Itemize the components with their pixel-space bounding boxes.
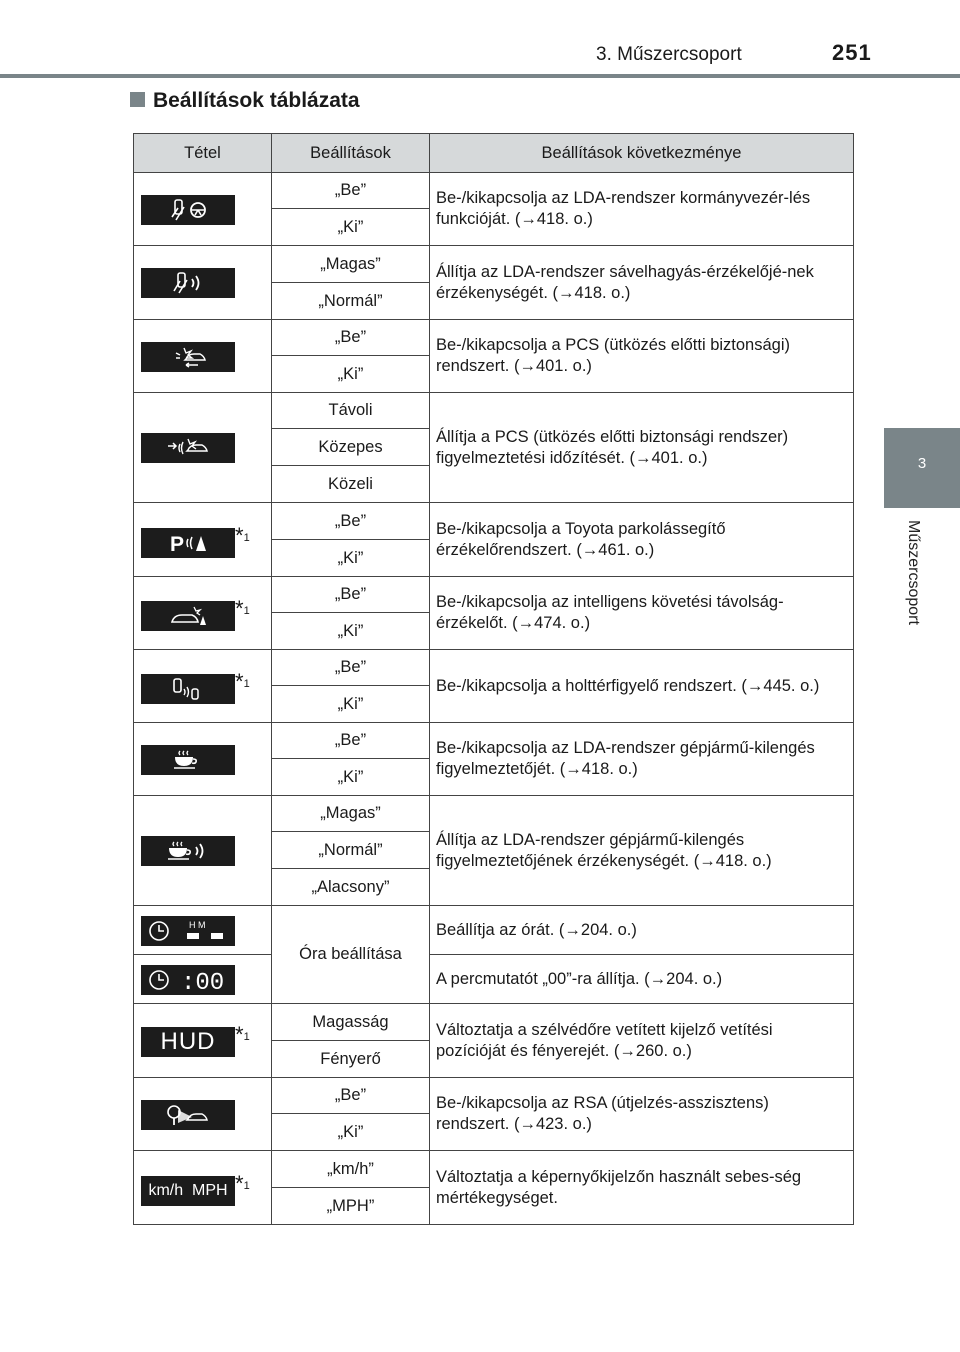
result-cell: Be-/kikapcsolja az LDA-rendszer kormányvezér-lés funkcióját. (→418. o.): [430, 173, 854, 246]
setting-cell: „Be”: [272, 173, 430, 209]
table-row: [134, 906, 854, 955]
result-cell: Be-/kikapcsolja a Toyota parkolássegítő érzékelőrendszert. (→461. o.): [430, 503, 854, 577]
result-cell: Állítja az LDA-rendszer sávelhagyás-érzékelőjé-nek érzékenységét. (→418. o.): [430, 246, 854, 320]
table-row: [134, 796, 854, 832]
setting-cell: „Ki”: [272, 759, 430, 796]
setting-cell: „Alacsony”: [272, 869, 430, 906]
result-cell: Állítja az LDA-rendszer gépjármű-kilengés figyelmeztetőjének érzékenységét. (→418. o.): [430, 796, 854, 906]
setting-cell: „Ki”: [272, 686, 430, 723]
setting-cell: „Be”: [272, 650, 430, 686]
header-settings: Beállítások: [272, 134, 430, 173]
settings-table: [133, 133, 854, 1225]
item-cell: [134, 246, 272, 320]
item-cell: [134, 1004, 272, 1078]
table-row: [134, 577, 854, 613]
clock-hour-icon: [141, 916, 235, 946]
result-cell: Be-/kikapcsolja az intelligens követési távolság-érzékelőt. (→474. o.): [430, 577, 854, 650]
setting-cell: „Be”: [272, 1078, 430, 1114]
lda-steering-icon: [141, 195, 235, 225]
header-rule: [0, 74, 960, 78]
result-cell: Be-/kikapcsolja az LDA-rendszer gépjármű-kilengés figyelmeztetőjét. (→418. o.): [430, 723, 854, 796]
item-cell: [134, 503, 272, 577]
setting-cell: „Normál”: [272, 283, 430, 320]
table-row: [134, 1151, 854, 1188]
table-row: [134, 723, 854, 759]
setting-cell: „Ki”: [272, 209, 430, 246]
setting-cell: „Ki”: [272, 1114, 430, 1151]
table-row: [134, 173, 854, 209]
hud-icon: HUD: [141, 1027, 235, 1057]
result-cell: Beállítja az órát. (→204. o.): [430, 906, 854, 955]
setting-cell: Magasság: [272, 1004, 430, 1041]
header-item: Tétel: [134, 134, 272, 173]
setting-cell: „Ki”: [272, 540, 430, 577]
result-cell: Állítja a PCS (ütközés előtti biztonsági rendszer) figyelmeztetési időzítését. (→401. o.): [430, 393, 854, 503]
result-cell: A percmutatót „00”-ra állítja. (→204. o.): [430, 955, 854, 1004]
clock-digits-label: :00: [181, 970, 225, 993]
table-row: [134, 650, 854, 686]
setting-cell: „Be”: [272, 503, 430, 540]
section-heading: Beállítások táblázata: [130, 89, 360, 113]
table-row: [134, 1004, 854, 1041]
result-cell: Változtatja a képernyőkijelzőn használt sebes-ség mértékegységet.: [430, 1151, 854, 1225]
table-row: [134, 393, 854, 429]
table-row: [134, 955, 854, 1004]
result-cell: Be-/kikapcsolja a holttérfigyelő rendszert. (→445. o.): [430, 650, 854, 723]
setting-cell: Fényerő: [272, 1041, 430, 1078]
item-cell: [134, 1151, 272, 1225]
footnote-star: $*_1$: [235, 1022, 250, 1047]
header-result: Beállítások következménye: [430, 134, 854, 173]
setting-cell: „Be”: [272, 320, 430, 356]
setting-cell: Óra beállítása: [272, 906, 430, 1004]
setting-cell: „km/h”: [272, 1151, 430, 1188]
table-row: [134, 503, 854, 540]
footnote-star: $*_1$: [235, 523, 250, 548]
setting-cell: „Magas”: [272, 246, 430, 283]
table-header-row: [134, 134, 854, 173]
rsa-icon: [141, 1100, 235, 1130]
parking-assist-icon: [141, 528, 235, 558]
item-cell: [134, 906, 272, 955]
svg-text:P: P: [170, 533, 185, 555]
footnote-star: $*_1$: [235, 596, 250, 621]
footnote-star: $*_1$: [235, 1171, 250, 1196]
pcs-icon: [141, 342, 235, 372]
item-cell: [134, 1078, 272, 1151]
units-icon: km/h MPH: [141, 1176, 235, 1206]
setting-cell: „Be”: [272, 577, 430, 613]
chapter-tab: 3: [884, 428, 960, 508]
item-cell: [134, 723, 272, 796]
page-number: 251: [832, 40, 872, 65]
blind-spot-icon: [141, 674, 235, 704]
chapter-title: 3. Műszercsoport: [596, 44, 742, 65]
table-row: [134, 1078, 854, 1114]
setting-cell: „Magas”: [272, 796, 430, 832]
sway-sensitivity-icon: [141, 836, 235, 866]
item-cell: [134, 173, 272, 246]
lda-sensitivity-icon: [141, 268, 235, 298]
item-cell: [134, 650, 272, 723]
item-cell: [134, 320, 272, 393]
item-cell: [134, 393, 272, 503]
pcs-timing-icon: [141, 433, 235, 463]
table-row: [134, 246, 854, 283]
chapter-tab-label: Műszercsoport: [905, 520, 922, 625]
footnote-star: $*_1$: [235, 669, 250, 694]
result-cell: Változtatja a szélvédőre vetített kijelző vetítési pozícióját és fényerejét. (→260. o.): [430, 1004, 854, 1078]
setting-cell: Közepes: [272, 429, 430, 466]
item-cell: [134, 796, 272, 906]
setting-cell: Távoli: [272, 393, 430, 429]
clock-minute-icon: [141, 965, 235, 995]
result-cell: Be-/kikapcsolja az RSA (útjelzés-asszisztens) rendszert. (→423. o.): [430, 1078, 854, 1151]
setting-cell: „MPH”: [272, 1188, 430, 1225]
item-cell: [134, 577, 272, 650]
setting-cell: „Ki”: [272, 613, 430, 650]
setting-cell: „Normál”: [272, 832, 430, 869]
item-cell: [134, 955, 272, 1004]
setting-cell: „Ki”: [272, 356, 430, 393]
setting-cell: „Be”: [272, 723, 430, 759]
clock-hm-label: H M: [189, 920, 206, 930]
clearance-sonar-icon: [141, 601, 235, 631]
result-cell: Be-/kikapcsolja a PCS (ütközés előtti biztonsági) rendszert. (→401. o.): [430, 320, 854, 393]
table-row: [134, 320, 854, 356]
setting-cell: Közeli: [272, 466, 430, 503]
square-bullet-icon: [130, 92, 145, 107]
sway-warning-icon: [141, 745, 235, 775]
